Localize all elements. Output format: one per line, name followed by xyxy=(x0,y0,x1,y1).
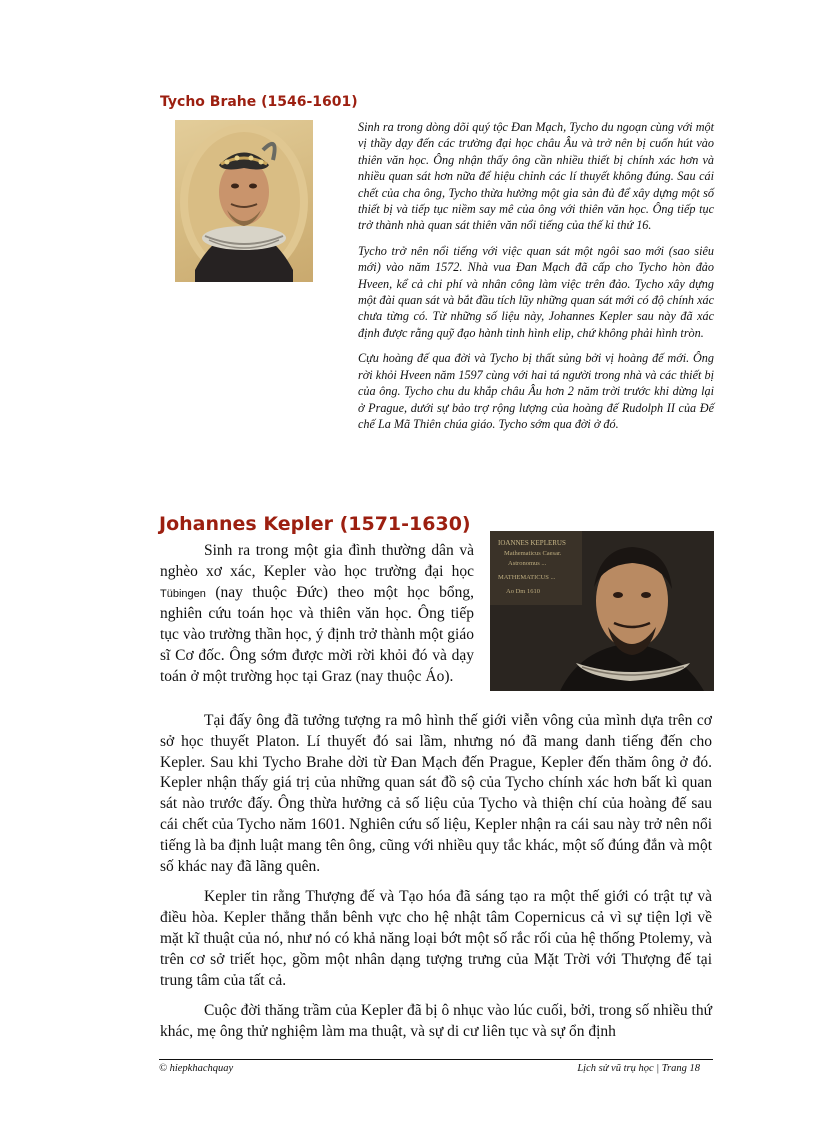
johannes-kepler-portrait xyxy=(490,531,714,691)
tycho-paragraph: Cựu hoàng đế qua đời và Tycho bị thất sủng bởi vị hoàng đế mới. Ông rời khỏi Hveen năm 1597 cùng với hai tá người trong nhà và các thiết bị của ông. Tycho chu du khắp châu Âu hơn 2 năm trời trước khi dừng lại ở Prague, dưới sự bảo trợ rộng lượng của hoàng đế Rudolph II của Đế chế La Mã Thiên chúa giáo. Tycho sớm qua đời ở đó. xyxy=(358,351,714,431)
kepler-intro-city: Tübingen xyxy=(160,587,206,600)
kepler-intro-text: (nay thuộc Đức) theo một học bổng, nghiên cứu toán học và thiên văn học. Ông tiếp tục vào trường thần học, ý định trở thành một giáo sĩ Cơ đốc. Ông sớm được mời rời khỏi đó và dạy toán ở một trường học tại Graz (nay thuộc Áo). xyxy=(160,583,474,685)
kepler-inscription-line: MATHEMATICUS ... xyxy=(498,574,556,581)
kepler-paragraph: Cuộc đời thăng trầm của Kepler đã bị ô nhục vào lúc cuối, bởi, trong số nhiều thứ khác, mẹ ông thử nghiệm làm ma thuật, và sự di cư liên tục và sự ổn định xyxy=(160,1002,712,1041)
kepler-intro-text: Sinh ra trong một gia đình thường dân và nghèo xơ xác, Kepler vào học trường đại học xyxy=(160,542,474,580)
tycho-paragraph: Tycho trở nên nổi tiếng với việc quan sát một ngôi sao mới (sao siêu mới) vào năm 1572. Nhà vua Đan Mạch đã cấp cho Tycho hòn đảo Hveen, kể cả chi phí và nhân công làm việc trên đảo. Tycho xây dựng một đài quan sát và bắt đầu tích lũy những quan sát mới có độ chính xác chưa từng có. Từ những số liệu này, Johannes Kepler sau này đã xác định được rằng quỹ đạo hành tinh hình elip, chứ không phải hình tròn. xyxy=(358,243,714,340)
footer-page-info: Lịch sử vũ trụ học | Trang 18 xyxy=(577,1063,700,1074)
kepler-paragraph: Tại đấy ông đã tưởng tượng ra mô hình thế giới viễn vông của mình dựa trên cơ sở học thuyết Platon. Lí thuyết đó sai lầm, nhưng nó đã mang danh tiếng đến cho Kepler. Sau khi Tycho Brahe dời từ Đan Mạch đến Prague, Kepler đến thăm ông ở đó. Kepler nhận thấy giá trị của những quan sát đồ sộ của Tycho chính xác hơn bất kì quan sát nào trước đấy. Ông thừa hưởng cả số liệu của Tycho và thiện chí của hoàng đế sau cái chết của Tycho năm 1601. Nghiên cứu số liệu, Kepler nhận ra cái sau này trở nên nổi tiếng là ba định luật mang tên ông, cũng với nhiều quy tắc khác, một số đúng đắn và một số khác nay đã lãng quên. xyxy=(160,712,712,875)
kepler-inscription-line: Mathematicus Caesar. xyxy=(504,550,562,557)
tycho-biography xyxy=(358,119,714,441)
kepler-inscription-line: Ao Dm 1610 xyxy=(506,588,540,595)
kepler-intro-paragraph xyxy=(160,541,474,688)
kepler-heading: Johannes Kepler (1571-1630) xyxy=(159,513,471,535)
tycho-brahe-portrait xyxy=(175,120,313,282)
tycho-heading: Tycho Brahe (1546-1601) xyxy=(160,94,358,110)
footer-copyright: © hiepkhachquay xyxy=(159,1063,234,1074)
kepler-inscription-line: IOANNES KEPLERUS xyxy=(498,539,566,547)
kepler-portrait-drawing xyxy=(490,531,714,691)
footer-divider xyxy=(159,1059,713,1060)
kepler-biography xyxy=(160,711,712,1053)
kepler-paragraph: Kepler tin rằng Thượng đế và Tạo hóa đã sáng tạo ra một thế giới có trật tự và điều hòa. Kepler thẳng thắn bênh vực cho hệ nhật tâm Copernicus cả vì sự tiện lợi về mặt kĩ thuật của nó, như nó có khả năng loại bớt một số rắc rối của hệ thống Ptolemy, và trên cơ sở triết học, gồm một nhân dạng tượng trưng của Mặt Trời với Thượng đế tại trung tâm của tất cả. xyxy=(160,888,712,989)
tycho-portrait-drawing xyxy=(175,120,313,282)
tycho-paragraph: Sinh ra trong dòng dõi quý tộc Đan Mạch, Tycho du ngoạn cùng với một vị thầy dạy đến các trường đại học châu Âu và trở nên bị cuốn hút vào thiên văn học. Ông nhận thấy ông cần nhiều thiết bị chính xác hơn và nhiều quan sát hơn nữa để hiệu chỉnh các lí thuyết không đúng. Sau cái chết của cha ông, Tycho thừa hưởng một gia sản đủ để xây dựng một số thiết bị và tiếp tục niềm say mê của ông với thiên văn học. Ông tiếp tục trở thành nhà quan sát thiên văn nổi tiếng của thế kỉ thứ 16. xyxy=(358,120,714,233)
kepler-inscription-line: Astronomus ... xyxy=(508,560,547,567)
